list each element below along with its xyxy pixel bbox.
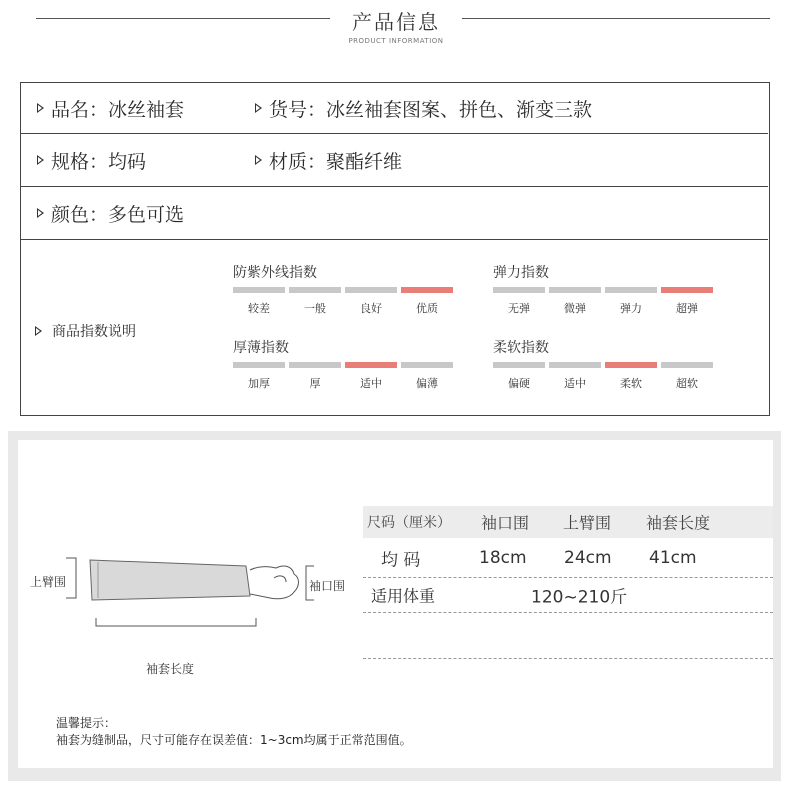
index-level-label: 适中 (564, 377, 586, 390)
index-level-label: 优质 (416, 302, 438, 315)
index-segment (233, 362, 285, 368)
triangle-bullet-icon (37, 103, 44, 113)
index-levels (493, 375, 717, 391)
index-level-label: 微弹 (564, 302, 586, 315)
header-cuff: 袖口围 (481, 513, 530, 533)
index-segment-active (661, 287, 713, 293)
info-color (37, 187, 184, 239)
index-segment (661, 362, 713, 368)
index-group-uv (233, 264, 457, 316)
table-row (363, 538, 773, 578)
size-panel (18, 440, 773, 768)
info-row (21, 187, 768, 240)
index-level-label: 超软 (676, 377, 698, 390)
weight-value: 120~210斤 (531, 587, 628, 608)
index-levels (493, 300, 717, 316)
index-level-label: 偏硬 (508, 377, 530, 390)
index-level-label: 超弹 (676, 302, 698, 315)
index-level-label: 偏薄 (416, 377, 438, 390)
triangle-bullet-icon (35, 326, 42, 336)
info-item-no-text: 货号：冰丝袖套图案、拼色、渐变三款 (269, 98, 593, 121)
table-row-empty (363, 613, 773, 659)
cuff-label: 袖口围 (309, 579, 346, 593)
index-bar (493, 287, 717, 293)
header-divider-left (36, 18, 330, 19)
triangle-bullet-icon (37, 155, 44, 165)
index-levels (233, 375, 457, 391)
cuff-value: 18cm (479, 547, 527, 568)
index-level-label: 加厚 (248, 377, 270, 390)
info-name (37, 83, 184, 133)
info-color-text: 颜色：多色可选 (51, 203, 185, 226)
sleeve-shape (90, 560, 250, 600)
index-title: 防紫外线指数 (233, 265, 317, 281)
index-level-label: 无弹 (508, 302, 530, 315)
index-levels (233, 300, 457, 316)
index-section (21, 240, 768, 415)
index-segment-active (345, 362, 397, 368)
index-segment (605, 287, 657, 293)
triangle-bullet-icon (255, 155, 262, 165)
info-spec (37, 134, 146, 186)
index-group-thickness (233, 339, 457, 391)
index-segment-active (401, 287, 453, 293)
index-segment (549, 287, 601, 293)
header-upper-arm: 上臂围 (563, 513, 612, 533)
index-segment (493, 287, 545, 293)
index-segment (233, 287, 285, 293)
section-header (0, 0, 790, 60)
header-length: 袖套长度 (646, 513, 711, 533)
length-label: 袖套长度 (146, 662, 195, 676)
info-name-text: 品名：冰丝袖套 (51, 98, 185, 121)
triangle-bullet-icon (37, 208, 44, 218)
hand-outline (250, 566, 299, 599)
size-table-header (363, 506, 773, 538)
info-row (21, 134, 768, 187)
weight-label: 适用体重 (371, 586, 436, 606)
section-title: 产品信息 (352, 10, 440, 34)
index-level-label: 较差 (248, 302, 270, 315)
upper-arm-value: 24cm (564, 547, 612, 568)
index-level-label: 适中 (360, 377, 382, 390)
tips (56, 715, 412, 749)
index-level-label: 厚 (309, 377, 321, 390)
index-level-label: 柔软 (620, 377, 642, 390)
index-segment (549, 362, 601, 368)
index-segment (493, 362, 545, 368)
header-size: 尺码（厘米） (367, 515, 451, 531)
index-title: 弹力指数 (493, 265, 549, 281)
triangle-bullet-icon (255, 103, 262, 113)
header-divider-right (462, 18, 770, 19)
index-level-label: 一般 (304, 302, 326, 315)
index-segment-active (605, 362, 657, 368)
size-table (363, 506, 773, 659)
index-level-label: 良好 (360, 302, 382, 315)
index-label-text: 商品指数说明 (52, 324, 136, 340)
index-label (35, 321, 136, 341)
size-section (8, 431, 781, 781)
length-value: 41cm (649, 547, 697, 568)
tips-title: 温馨提示： (56, 716, 117, 730)
info-spec-text: 规格：均码 (51, 150, 147, 173)
index-segment (289, 362, 341, 368)
product-info-table (20, 82, 770, 416)
index-segment (289, 287, 341, 293)
index-title: 厚薄指数 (233, 340, 289, 356)
index-title: 柔软指数 (493, 340, 549, 356)
size-value: 均 码 (381, 550, 421, 570)
length-bracket (96, 618, 256, 626)
index-bar (233, 287, 457, 293)
tips-text: 袖套为缝制品，尺寸可能存在误差值：1~3cm均属于正常范围值。 (56, 733, 412, 747)
index-segment (345, 287, 397, 293)
upper-arm-label: 上臂围 (30, 575, 67, 589)
index-bar (233, 362, 457, 368)
info-item-no (255, 83, 592, 133)
index-level-label: 弹力 (620, 302, 642, 315)
info-material (255, 134, 402, 186)
index-bar (493, 362, 717, 368)
index-group-elasticity (493, 264, 717, 316)
index-group-softness (493, 339, 717, 391)
info-row (21, 83, 768, 134)
info-material-text: 材质：聚酯纤维 (269, 150, 403, 173)
table-row (363, 578, 773, 613)
section-subtitle: PRODUCT INFORMATION (348, 37, 444, 45)
index-segment (401, 362, 453, 368)
upper-arm-bracket (66, 558, 76, 598)
